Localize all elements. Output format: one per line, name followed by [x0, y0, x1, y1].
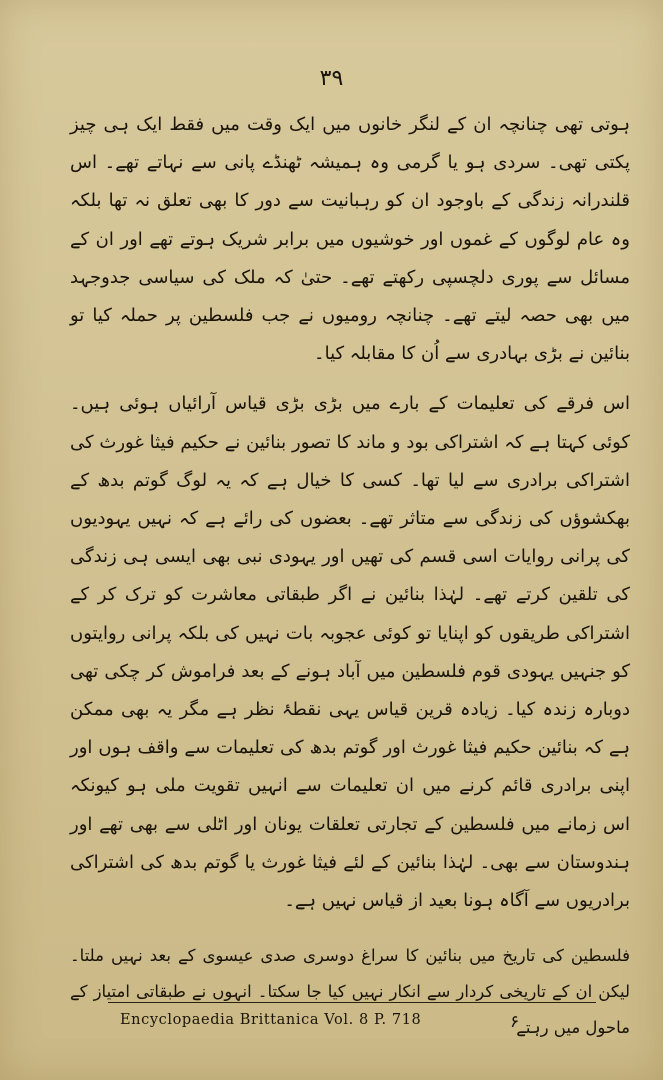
paragraph-1: ہوتی تھی چنانچہ ان کے لنگر خانوں میں ایک وقت میں فقط ایک ہی چیز پکتی تھی۔ سردی ہو یا گرمی وہ ہمیشہ ٹھنڈے پانی سے نہاتے تھے۔ اس قلندرانہ زندگی کے باوجود ان کو رہبانیت سے دور کا بھی تعلق نہ تھا بلکہ وہ عام لوگوں کے غموں اور خوشیوں میں برابر شریک ہوتے تھے اور ان کے مسائل سے پوری دلچسپی رکھتے تھے۔ حتیٰ کہ ملک کی سیاسی جدوجہد میں بھی حصہ لیتے تھے۔ چنانچہ رومیوں نے جب فلسطین پر حملہ کیا تو بنائین نے بڑی بہادری سے اُن کا مقابلہ کیا۔ [70, 114, 630, 365]
paragraph-3: فلسطین کی تاریخ میں بنائین کا سراغ دوسری صدی عیسوی کے بعد نہیں ملتا۔ لیکن ان کے تاریخی کردار سے انکار نہیں کیا جا سکتا۔ انہوں نے طبقاتی امتیاز کے ماحول میں رہتے [70, 946, 630, 1038]
page-number: ۳۹ [319, 66, 344, 91]
paragraph-2: اس فرقے کی تعلیمات کے بارے میں بڑی بڑی قیاس آرائیاں ہوئی ہیں۔ کوئی کہتا ہے کہ اشتراکی بود و ماند کا تصور بنائین نے حکیم فیثا غورث کی اشتراکی برادری سے لیا تھا۔ کسی کا خیال ہے کہ یہ لوگ گوتم بدھ کے بھکشوؤں کی زندگی سے متاثر تھے۔ بعضوں کی رائے ہے کہ نہیں یہودیوں کی پرانی روایات اسی قسم کی تھیں اور یہودی نبی بھی ایسی ہی زندگی کی تلقین کرتے تھے۔ لہٰذا بنائین نے اگر طبقاتی معاشرت کو ترک کر کے اشتراکی طریقوں کو اپنایا تو کوئی عجوبہ بات نہیں کی بلکہ پرانی روایتوں کو جنہیں یہودی قوم فلسطین میں آباد ہونے کے بعد فراموش کر چکی تھی دوبارہ زندہ کیا۔ زیادہ قرین قیاس یہی نقطۂ نظر ہے مگر یہ بھی ممکن ہے کہ بنائین حکیم فیثا غورث اور گوتم بدھ کی تعلیمات سے واقف ہوں اور اپنی برادری قائم کرنے میں ان تعلیمات سے انہیں تقویت ملی ہو کیونکہ اس زمانے میں فلسطین کے تجارتی تعلقات یونان اور اٹلی سے بھی تھے اور ہندوستان سے بھی۔ لہٰذا بنائین کے لئے فیثا غورث یا گوتم بدھ کی اشتراکی برادریوں سے آگاہ ہونا بعید از قیاس نہیں ہے۔ [70, 393, 630, 912]
footnote-citation: Encyclopaedia Brittanica Vol. 8 P. 718 [120, 1012, 422, 1028]
body-text [70, 106, 630, 1046]
footnote-divider [108, 1002, 596, 1003]
footnote-number: ۶ [510, 1012, 520, 1032]
